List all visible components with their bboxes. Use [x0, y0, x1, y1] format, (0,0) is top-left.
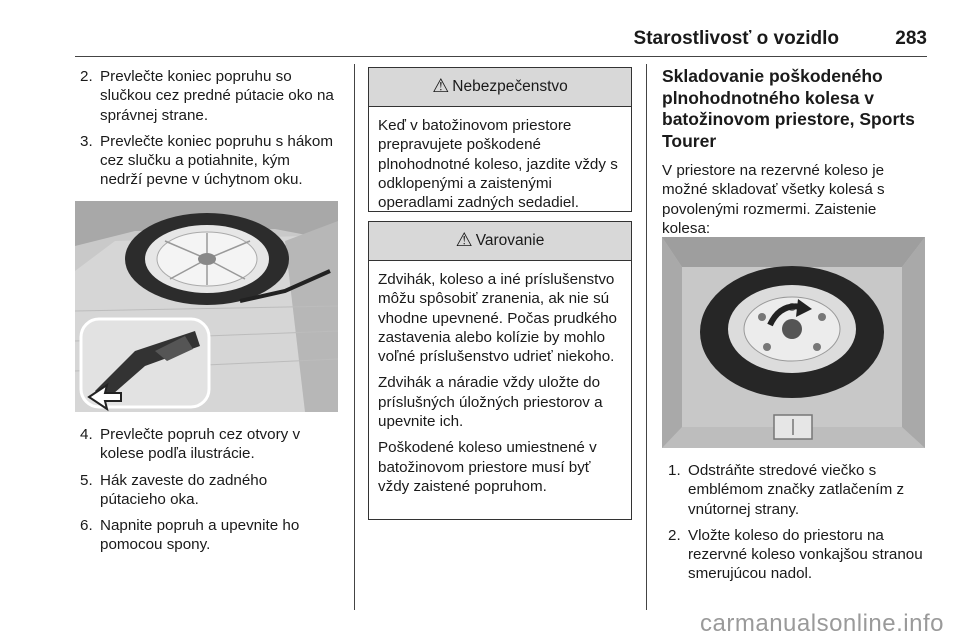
warning-header [369, 222, 631, 261]
warning-paragraph: Zdvihák a náradie vždy uložte do príslušných úložných priestorov a upevnite ich. [378, 374, 603, 431]
step-number: 2. [80, 68, 93, 85]
step-5 [80, 471, 335, 510]
step-text: Prevlečte koniec popruhu s hákom cez slučku a potiahnite, kým nedrží pevne v úchytnom oku. [100, 132, 334, 189]
warning-triangle-icon: ⚠ [432, 75, 450, 97]
step-text: Prevlečte koniec popruhu so slučkou cez predné pútacie oko na správnej strane. [100, 68, 334, 124]
warning-heading: Varovanie [475, 232, 545, 249]
right-section [662, 66, 924, 246]
warning-paragraph: Poškodené koleso umiestnené v batožinovom priestore musí byť vždy zaistené popruhom. [378, 439, 597, 495]
watermark: carmanualsonline.info [700, 610, 944, 637]
warning-box [368, 221, 632, 520]
page-header [75, 22, 927, 52]
section-title: Skladovanie poškodeného plnohodnotného kolesa v batožinovom priestore, Sports Tourer [662, 66, 915, 151]
warning-paragraph: Zdvihák, koleso a iné príslušenstvo môžu spôsobiť zranenia, ak nie sú vhodne upevnené. Počas prudkého zastavenia alebo kolízie by mohlo voľné príslušenstvo udrieť niekoho. [378, 271, 617, 366]
warning-body [369, 261, 631, 496]
step-text: Hák zaveste do zadného pútacieho oka. [100, 471, 268, 508]
danger-box [368, 67, 632, 212]
danger-paragraph: Keď v batožinovom priestore prepravujete poškodené plnohodnotné koleso, jazdite vždy s odklopenými a zaistenými operadlami zadných sedadiel. [378, 117, 618, 212]
page-number: 283 [895, 28, 927, 49]
column-divider-left [354, 64, 355, 610]
step-text: Odstráňte stredové viečko s emblémom značky zatlačením z vnútornej strany. [688, 462, 905, 518]
header-rule [75, 56, 927, 57]
left-steps-bottom [80, 425, 335, 562]
danger-header [369, 68, 631, 107]
step-number: 6. [80, 517, 93, 535]
step-2 [80, 67, 335, 125]
warning-triangle-icon: ⚠ [455, 229, 473, 251]
left-steps-top [80, 67, 335, 197]
step-number: 1. [668, 462, 681, 479]
intro-paragraph: V priestore na rezervné koleso je možné skladovať všetky kolesá s povolenými rozmermi. Zaistenie kolesa: [662, 162, 885, 237]
step-number: 4. [80, 426, 93, 443]
step-number: 5. [80, 471, 93, 489]
step-text: Vložte koleso do priestoru na rezervné koleso vonkajšou stranou smerujúcou nadol. [688, 526, 923, 583]
right-steps [668, 461, 926, 591]
step-6 [80, 516, 335, 555]
column-divider-right [646, 64, 647, 610]
step-1 [668, 461, 926, 519]
spare-wheel-well-illustration [662, 237, 925, 448]
step-text: Napnite popruh a upevnite ho pomocou spony. [100, 517, 300, 554]
step-number: 3. [80, 132, 93, 150]
step-text: Prevlečte popruh cez otvory v kolese podľa ilustrácie. [100, 426, 301, 463]
danger-body [369, 107, 631, 212]
step-3 [80, 132, 335, 190]
trunk-wheel-strap-illustration [75, 201, 338, 412]
header-title: Starostlivosť o vozidlo [633, 28, 839, 49]
step-4 [80, 425, 335, 464]
danger-heading: Nebezpečenstvo [452, 78, 568, 95]
step-number: 2. [668, 526, 681, 544]
step-2 [668, 526, 926, 584]
